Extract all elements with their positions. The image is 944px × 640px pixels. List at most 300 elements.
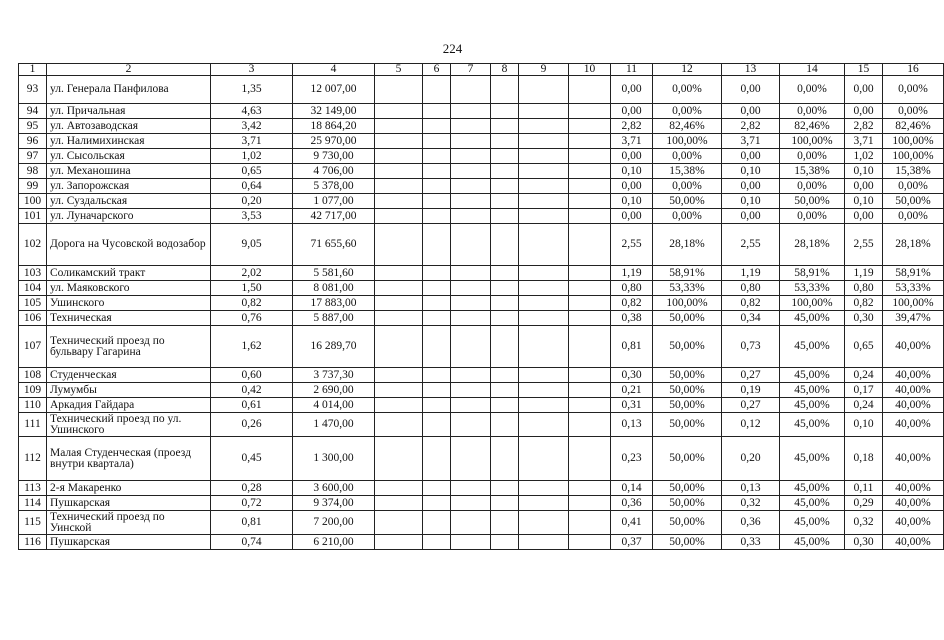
cell-c15: 0,10 [845, 164, 883, 179]
empty-cell [423, 164, 451, 179]
row-number: 93 [19, 76, 47, 104]
cell-c12: 0,00% [653, 179, 722, 194]
table-row [19, 368, 944, 383]
cell-c11: 0,00 [611, 76, 653, 104]
cell-c13: 0,10 [722, 164, 780, 179]
empty-cell [519, 368, 569, 383]
empty-cell [569, 437, 611, 481]
empty-cell [519, 437, 569, 481]
cell-c13: 0,20 [722, 437, 780, 481]
empty-cell [491, 368, 519, 383]
cell-c12: 82,46% [653, 119, 722, 134]
cell-c13: 3,71 [722, 134, 780, 149]
empty-cell [451, 413, 491, 437]
cell-c14: 0,00% [780, 104, 845, 119]
empty-cell [569, 104, 611, 119]
cell-c15: 0,00 [845, 76, 883, 104]
row-number: 106 [19, 311, 47, 326]
cell-c11: 0,81 [611, 326, 653, 368]
cell-c11: 0,21 [611, 383, 653, 398]
cell-c3: 3,42 [211, 119, 293, 134]
empty-cell [491, 134, 519, 149]
cell-c15: 2,55 [845, 224, 883, 266]
cell-c16: 40,00% [883, 398, 944, 413]
table-row [19, 164, 944, 179]
row-number: 98 [19, 164, 47, 179]
empty-cell [519, 535, 569, 550]
empty-cell [451, 104, 491, 119]
cell-c4: 16 289,70 [293, 326, 375, 368]
empty-cell [423, 76, 451, 104]
table-row [19, 481, 944, 496]
cell-c13: 0,00 [722, 76, 780, 104]
cell-c3: 1,02 [211, 149, 293, 164]
empty-cell [491, 266, 519, 281]
cell-c15: 0,30 [845, 311, 883, 326]
cell-c15: 0,24 [845, 398, 883, 413]
cell-c3: 0,61 [211, 398, 293, 413]
cell-c12: 58,91% [653, 266, 722, 281]
cell-c12: 50,00% [653, 326, 722, 368]
cell-c12: 53,33% [653, 281, 722, 296]
table-row [19, 209, 944, 224]
cell-c3: 1,50 [211, 281, 293, 296]
cell-c4: 9 374,00 [293, 496, 375, 511]
cell-c16: 40,00% [883, 511, 944, 535]
cell-c11: 0,23 [611, 437, 653, 481]
empty-cell [569, 368, 611, 383]
table-row [19, 413, 944, 437]
empty-cell [375, 149, 423, 164]
column-header: 16 [883, 64, 944, 76]
table-row [19, 104, 944, 119]
cell-c14: 45,00% [780, 413, 845, 437]
cell-c15: 3,71 [845, 134, 883, 149]
road-name: Дорога на Чусовской водозабор [47, 224, 211, 266]
empty-cell [375, 496, 423, 511]
road-table [18, 63, 944, 550]
row-number: 114 [19, 496, 47, 511]
page-number: 224 [442, 41, 463, 56]
cell-c16: 28,18% [883, 224, 944, 266]
empty-cell [423, 194, 451, 209]
cell-c3: 0,28 [211, 481, 293, 496]
cell-c16: 39,47% [883, 311, 944, 326]
empty-cell [519, 413, 569, 437]
cell-c16: 0,00% [883, 179, 944, 194]
cell-c11: 1,19 [611, 266, 653, 281]
row-number: 111 [19, 413, 47, 437]
road-name: ул. Автозаводская [47, 119, 211, 134]
cell-c3: 0,65 [211, 164, 293, 179]
empty-cell [491, 209, 519, 224]
cell-c12: 50,00% [653, 368, 722, 383]
cell-c13: 0,00 [722, 149, 780, 164]
empty-cell [491, 383, 519, 398]
table-row [19, 76, 944, 104]
empty-cell [451, 368, 491, 383]
cell-c4: 18 864,20 [293, 119, 375, 134]
empty-cell [451, 326, 491, 368]
empty-cell [375, 383, 423, 398]
cell-c14: 50,00% [780, 194, 845, 209]
empty-cell [491, 119, 519, 134]
cell-c3: 1,35 [211, 76, 293, 104]
cell-c11: 0,00 [611, 179, 653, 194]
row-number: 95 [19, 119, 47, 134]
empty-cell [375, 311, 423, 326]
cell-c11: 2,82 [611, 119, 653, 134]
empty-cell [375, 511, 423, 535]
empty-cell [569, 383, 611, 398]
column-header: 8 [491, 64, 519, 76]
empty-cell [569, 511, 611, 535]
cell-c14: 45,00% [780, 496, 845, 511]
empty-cell [491, 296, 519, 311]
cell-c4: 12 007,00 [293, 76, 375, 104]
cell-c16: 0,00% [883, 76, 944, 104]
road-name: Студенческая [47, 368, 211, 383]
empty-cell [423, 179, 451, 194]
cell-c3: 1,62 [211, 326, 293, 368]
cell-c3: 3,71 [211, 134, 293, 149]
cell-c11: 0,14 [611, 481, 653, 496]
cell-c13: 0,36 [722, 511, 780, 535]
cell-c11: 2,55 [611, 224, 653, 266]
empty-cell [451, 266, 491, 281]
cell-c15: 0,00 [845, 179, 883, 194]
table-row [19, 535, 944, 550]
cell-c12: 0,00% [653, 209, 722, 224]
empty-cell [423, 266, 451, 281]
row-number: 108 [19, 368, 47, 383]
cell-c15: 0,10 [845, 194, 883, 209]
empty-cell [375, 437, 423, 481]
table-row [19, 383, 944, 398]
cell-c3: 4,63 [211, 104, 293, 119]
row-number: 109 [19, 383, 47, 398]
empty-cell [519, 209, 569, 224]
column-header: 4 [293, 64, 375, 76]
road-name: Аркадия Гайдара [47, 398, 211, 413]
row-number: 115 [19, 511, 47, 535]
empty-cell [423, 398, 451, 413]
cell-c15: 0,30 [845, 535, 883, 550]
cell-c3: 0,82 [211, 296, 293, 311]
cell-c4: 25 970,00 [293, 134, 375, 149]
road-name: ул. Налимихинская [47, 134, 211, 149]
empty-cell [451, 281, 491, 296]
cell-c13: 0,73 [722, 326, 780, 368]
empty-cell [451, 179, 491, 194]
empty-cell [375, 119, 423, 134]
cell-c3: 0,42 [211, 383, 293, 398]
empty-cell [519, 104, 569, 119]
cell-c4: 5 887,00 [293, 311, 375, 326]
row-number: 112 [19, 437, 47, 481]
cell-c14: 45,00% [780, 398, 845, 413]
cell-c16: 40,00% [883, 481, 944, 496]
cell-c4: 5 378,00 [293, 179, 375, 194]
empty-cell [491, 398, 519, 413]
cell-c15: 0,24 [845, 368, 883, 383]
column-header: 7 [451, 64, 491, 76]
empty-cell [451, 134, 491, 149]
cell-c14: 15,38% [780, 164, 845, 179]
cell-c11: 0,37 [611, 535, 653, 550]
road-name: Технический проезд по бульвару Гагарина [47, 326, 211, 368]
empty-cell [375, 535, 423, 550]
empty-cell [451, 496, 491, 511]
cell-c4: 9 730,00 [293, 149, 375, 164]
cell-c16: 15,38% [883, 164, 944, 179]
cell-c12: 50,00% [653, 311, 722, 326]
table-row [19, 281, 944, 296]
empty-cell [375, 326, 423, 368]
empty-cell [451, 149, 491, 164]
road-name: ул. Суздальская [47, 194, 211, 209]
table-row [19, 398, 944, 413]
row-number: 101 [19, 209, 47, 224]
column-header: 3 [211, 64, 293, 76]
empty-cell [423, 535, 451, 550]
cell-c14: 45,00% [780, 383, 845, 398]
cell-c14: 100,00% [780, 296, 845, 311]
cell-c12: 50,00% [653, 413, 722, 437]
empty-cell [423, 413, 451, 437]
table-row [19, 311, 944, 326]
row-number: 104 [19, 281, 47, 296]
cell-c15: 2,82 [845, 119, 883, 134]
empty-cell [491, 194, 519, 209]
cell-c3: 0,72 [211, 496, 293, 511]
empty-cell [451, 76, 491, 104]
row-number: 97 [19, 149, 47, 164]
cell-c11: 0,00 [611, 149, 653, 164]
cell-c15: 0,18 [845, 437, 883, 481]
empty-cell [491, 149, 519, 164]
cell-c15: 0,80 [845, 281, 883, 296]
empty-cell [423, 481, 451, 496]
cell-c3: 0,20 [211, 194, 293, 209]
cell-c16: 100,00% [883, 134, 944, 149]
cell-c3: 0,60 [211, 368, 293, 383]
road-name: Пушкарская [47, 535, 211, 550]
cell-c11: 0,36 [611, 496, 653, 511]
cell-c13: 0,82 [722, 296, 780, 311]
cell-c12: 15,38% [653, 164, 722, 179]
empty-cell [491, 224, 519, 266]
empty-cell [519, 134, 569, 149]
cell-c14: 45,00% [780, 481, 845, 496]
table-row [19, 194, 944, 209]
column-header: 14 [780, 64, 845, 76]
empty-cell [519, 224, 569, 266]
cell-c4: 1 470,00 [293, 413, 375, 437]
cell-c3: 0,45 [211, 437, 293, 481]
table-row [19, 496, 944, 511]
empty-cell [491, 311, 519, 326]
empty-cell [375, 266, 423, 281]
cell-c16: 40,00% [883, 368, 944, 383]
cell-c12: 0,00% [653, 104, 722, 119]
empty-cell [569, 281, 611, 296]
empty-cell [423, 496, 451, 511]
table-header-row [19, 64, 944, 76]
empty-cell [375, 296, 423, 311]
cell-c12: 50,00% [653, 511, 722, 535]
cell-c13: 0,00 [722, 179, 780, 194]
cell-c4: 42 717,00 [293, 209, 375, 224]
cell-c11: 0,30 [611, 368, 653, 383]
road-name: Лумумбы [47, 383, 211, 398]
row-number: 102 [19, 224, 47, 266]
empty-cell [491, 496, 519, 511]
empty-cell [569, 496, 611, 511]
empty-cell [375, 179, 423, 194]
cell-c11: 0,80 [611, 281, 653, 296]
cell-c14: 0,00% [780, 76, 845, 104]
cell-c15: 0,00 [845, 209, 883, 224]
cell-c4: 6 210,00 [293, 535, 375, 550]
road-name: ул. Сысольская [47, 149, 211, 164]
empty-cell [519, 194, 569, 209]
cell-c12: 0,00% [653, 149, 722, 164]
cell-c4: 3 737,30 [293, 368, 375, 383]
cell-c13: 0,27 [722, 398, 780, 413]
empty-cell [451, 481, 491, 496]
empty-cell [451, 383, 491, 398]
empty-cell [375, 368, 423, 383]
row-number: 105 [19, 296, 47, 311]
column-header: 9 [519, 64, 569, 76]
cell-c11: 0,82 [611, 296, 653, 311]
road-name: ул. Механошина [47, 164, 211, 179]
empty-cell [491, 437, 519, 481]
empty-cell [423, 281, 451, 296]
empty-cell [491, 535, 519, 550]
cell-c14: 82,46% [780, 119, 845, 134]
empty-cell [569, 326, 611, 368]
cell-c13: 0,19 [722, 383, 780, 398]
cell-c16: 53,33% [883, 281, 944, 296]
table-row [19, 437, 944, 481]
empty-cell [451, 296, 491, 311]
empty-cell [569, 266, 611, 281]
cell-c13: 0,13 [722, 481, 780, 496]
cell-c4: 5 581,60 [293, 266, 375, 281]
empty-cell [569, 296, 611, 311]
empty-cell [375, 164, 423, 179]
cell-c16: 50,00% [883, 194, 944, 209]
empty-cell [491, 179, 519, 194]
road-name: Техническая [47, 311, 211, 326]
cell-c13: 0,00 [722, 104, 780, 119]
cell-c4: 8 081,00 [293, 281, 375, 296]
empty-cell [451, 535, 491, 550]
cell-c16: 40,00% [883, 383, 944, 398]
road-name: Технический проезд по Уинской [47, 511, 211, 535]
cell-c15: 0,17 [845, 383, 883, 398]
empty-cell [569, 481, 611, 496]
cell-c4: 32 149,00 [293, 104, 375, 119]
empty-cell [423, 326, 451, 368]
empty-cell [375, 209, 423, 224]
cell-c14: 100,00% [780, 134, 845, 149]
table-row [19, 179, 944, 194]
road-name: 2-я Макаренко [47, 481, 211, 496]
row-number: 107 [19, 326, 47, 368]
table-row [19, 149, 944, 164]
cell-c13: 0,27 [722, 368, 780, 383]
cell-c13: 0,12 [722, 413, 780, 437]
cell-c14: 45,00% [780, 437, 845, 481]
empty-cell [569, 194, 611, 209]
empty-cell [519, 281, 569, 296]
empty-cell [423, 383, 451, 398]
empty-cell [491, 511, 519, 535]
road-name: ул. Генерала Панфилова [47, 76, 211, 104]
row-number: 96 [19, 134, 47, 149]
cell-c4: 1 300,00 [293, 437, 375, 481]
cell-c13: 2,55 [722, 224, 780, 266]
column-header: 1 [19, 64, 47, 76]
cell-c3: 3,53 [211, 209, 293, 224]
cell-c4: 71 655,60 [293, 224, 375, 266]
cell-c11: 0,10 [611, 194, 653, 209]
column-header: 13 [722, 64, 780, 76]
empty-cell [423, 134, 451, 149]
table-row [19, 326, 944, 368]
empty-cell [375, 134, 423, 149]
cell-c14: 45,00% [780, 511, 845, 535]
cell-c13: 0,80 [722, 281, 780, 296]
road-name: Малая Студенческая (проезд внутри квартала) [47, 437, 211, 481]
cell-c16: 40,00% [883, 535, 944, 550]
empty-cell [519, 76, 569, 104]
cell-c11: 3,71 [611, 134, 653, 149]
empty-cell [519, 511, 569, 535]
cell-c13: 1,19 [722, 266, 780, 281]
table-row [19, 511, 944, 535]
cell-c12: 50,00% [653, 194, 722, 209]
column-header: 11 [611, 64, 653, 76]
row-number: 116 [19, 535, 47, 550]
column-header: 12 [653, 64, 722, 76]
cell-c12: 100,00% [653, 296, 722, 311]
empty-cell [569, 535, 611, 550]
cell-c16: 58,91% [883, 266, 944, 281]
empty-cell [491, 326, 519, 368]
road-name: ул. Запорожская [47, 179, 211, 194]
empty-cell [375, 481, 423, 496]
empty-cell [569, 209, 611, 224]
cell-c12: 50,00% [653, 535, 722, 550]
empty-cell [569, 149, 611, 164]
cell-c3: 0,81 [211, 511, 293, 535]
cell-c13: 0,00 [722, 209, 780, 224]
empty-cell [451, 224, 491, 266]
cell-c14: 0,00% [780, 179, 845, 194]
cell-c12: 28,18% [653, 224, 722, 266]
road-name: ул. Маяковского [47, 281, 211, 296]
empty-cell [423, 104, 451, 119]
empty-cell [569, 311, 611, 326]
column-header: 5 [375, 64, 423, 76]
road-name: Технический проезд по ул. Ушинского [47, 413, 211, 437]
cell-c4: 4 014,00 [293, 398, 375, 413]
cell-c16: 40,00% [883, 496, 944, 511]
